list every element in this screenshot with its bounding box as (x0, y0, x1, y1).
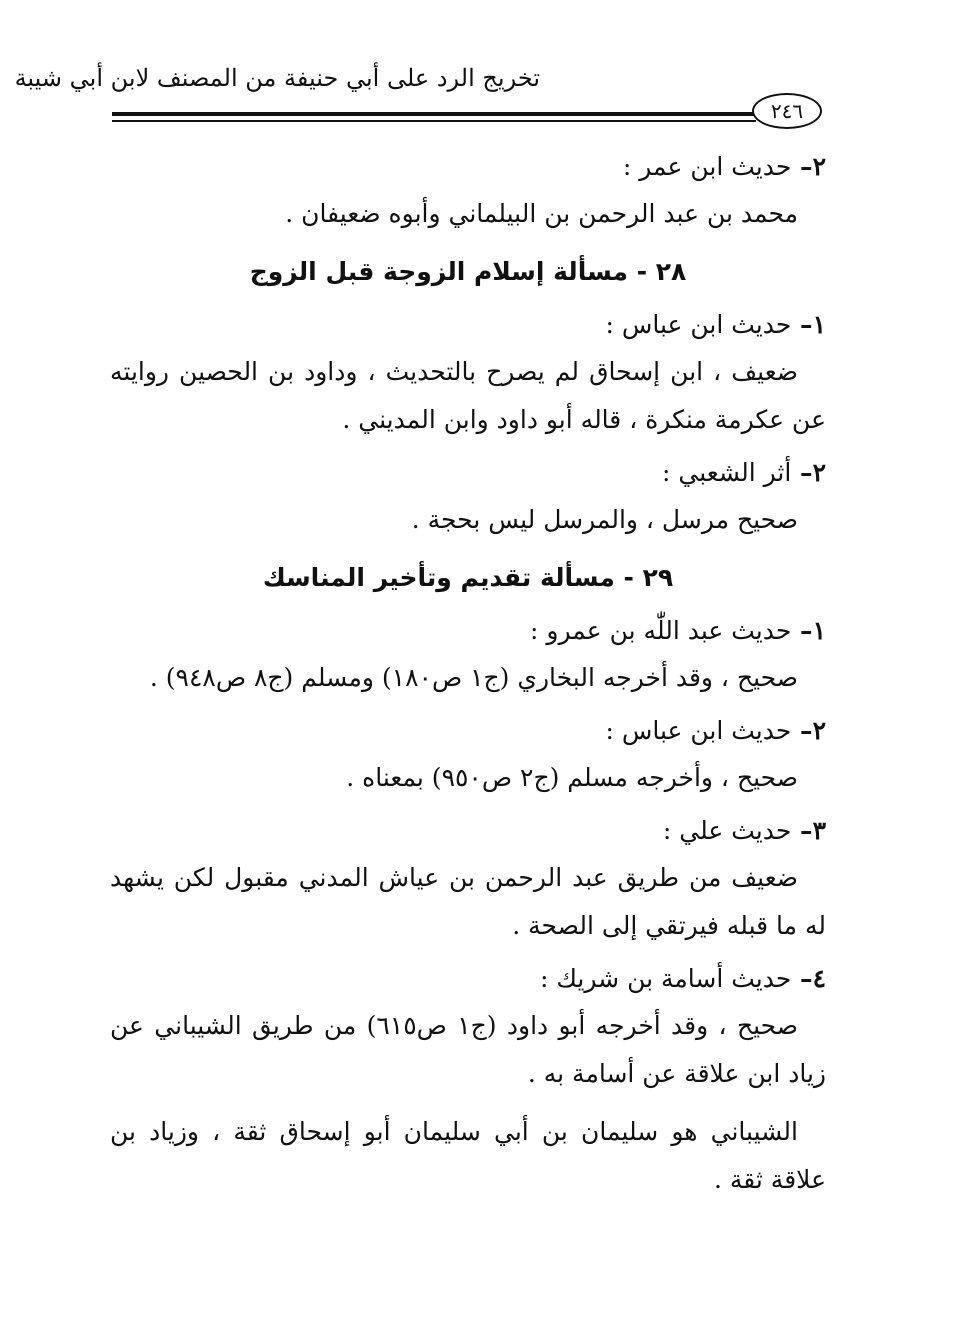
paragraph: صحيح ، وأخرجه مسلم (ج٢ ص٩٥٠) بمعناه . (346, 763, 798, 792)
header-rule-thick (112, 112, 756, 116)
item-heading (110, 306, 826, 344)
item-number: ٢ (812, 458, 826, 487)
item-heading (110, 148, 826, 186)
page-number (752, 93, 822, 129)
item-title: أثر الشعبي : (662, 458, 792, 487)
item-number: ٢ (812, 716, 826, 745)
item-number: ١ (812, 310, 826, 339)
item-title: حديث عبد اللّٰه بن عمرو : (530, 616, 792, 645)
paragraph: ضعيف ، ابن إسحاق لم يصرح بالتحديث ، وداود بن الحصين روايته عن عكرمة منكرة ، قاله أبو داود وابن المديني . (110, 357, 826, 434)
page-number-text: ٢٤٦ (770, 99, 804, 123)
item-heading (110, 812, 826, 850)
item-title: حديث ابن عمر : (622, 152, 792, 181)
item-heading (110, 454, 826, 492)
paragraph: صحيح ، وقد أخرجه أبو داود (ج١ ص٦١٥) من طريق الشيباني عن زياد ابن علاقة عن أسامة به . (110, 1011, 826, 1088)
section-heading: ٢٨ - مسألة إسلام الزوجة قبل الزوج (249, 257, 687, 286)
item-title: حديث علي : (662, 816, 792, 845)
paragraph: محمد بن عبد الرحمن بن البيلماني وأبوه ضعيفان . (285, 199, 798, 228)
header-rule-thin (112, 120, 756, 122)
item-dash: – (791, 458, 813, 487)
paragraph: صحيح مرسل ، والمرسل ليس بحجة . (411, 505, 798, 534)
item-number: ١ (812, 616, 826, 645)
item-dash: – (791, 310, 813, 339)
item-dash: – (791, 616, 813, 645)
running-title: تخريج الرد على أبي حنيفة من المصنف لابن أبي شيبة (14, 64, 540, 92)
item-title: حديث ابن عباس : (605, 716, 792, 745)
item-dash: – (791, 716, 813, 745)
item-number: ٢ (812, 152, 826, 181)
item-dash: – (791, 816, 813, 845)
item-title: حديث أسامة بن شريك : (539, 964, 792, 993)
item-dash: – (791, 152, 813, 181)
section-heading: ٢٩ - مسألة تقديم وتأخير المناسك (262, 563, 674, 592)
paragraph: ضعيف من طريق عبد الرحمن بن عياش المدني مقبول لكن يشهد له ما قبله فيرتقي إلى الصحة . (110, 863, 826, 940)
item-number: ٣ (812, 816, 826, 845)
paragraph: صحيح ، وقد أخرجه البخاري (ج١ ص١٨٠) ومسلم (ج٨ ص٩٤٨) . (149, 663, 798, 692)
item-title: حديث ابن عباس : (605, 310, 792, 339)
item-heading (110, 712, 826, 750)
paragraph: الشيباني هو سليمان بن أبي سليمان أبو إسحاق ثقة ، وزياد بن علاقة ثقة . (110, 1117, 826, 1194)
item-heading (110, 960, 826, 998)
item-dash: – (791, 964, 813, 993)
item-number: ٤ (812, 964, 826, 993)
page-body (110, 140, 826, 1214)
item-heading (110, 612, 826, 650)
